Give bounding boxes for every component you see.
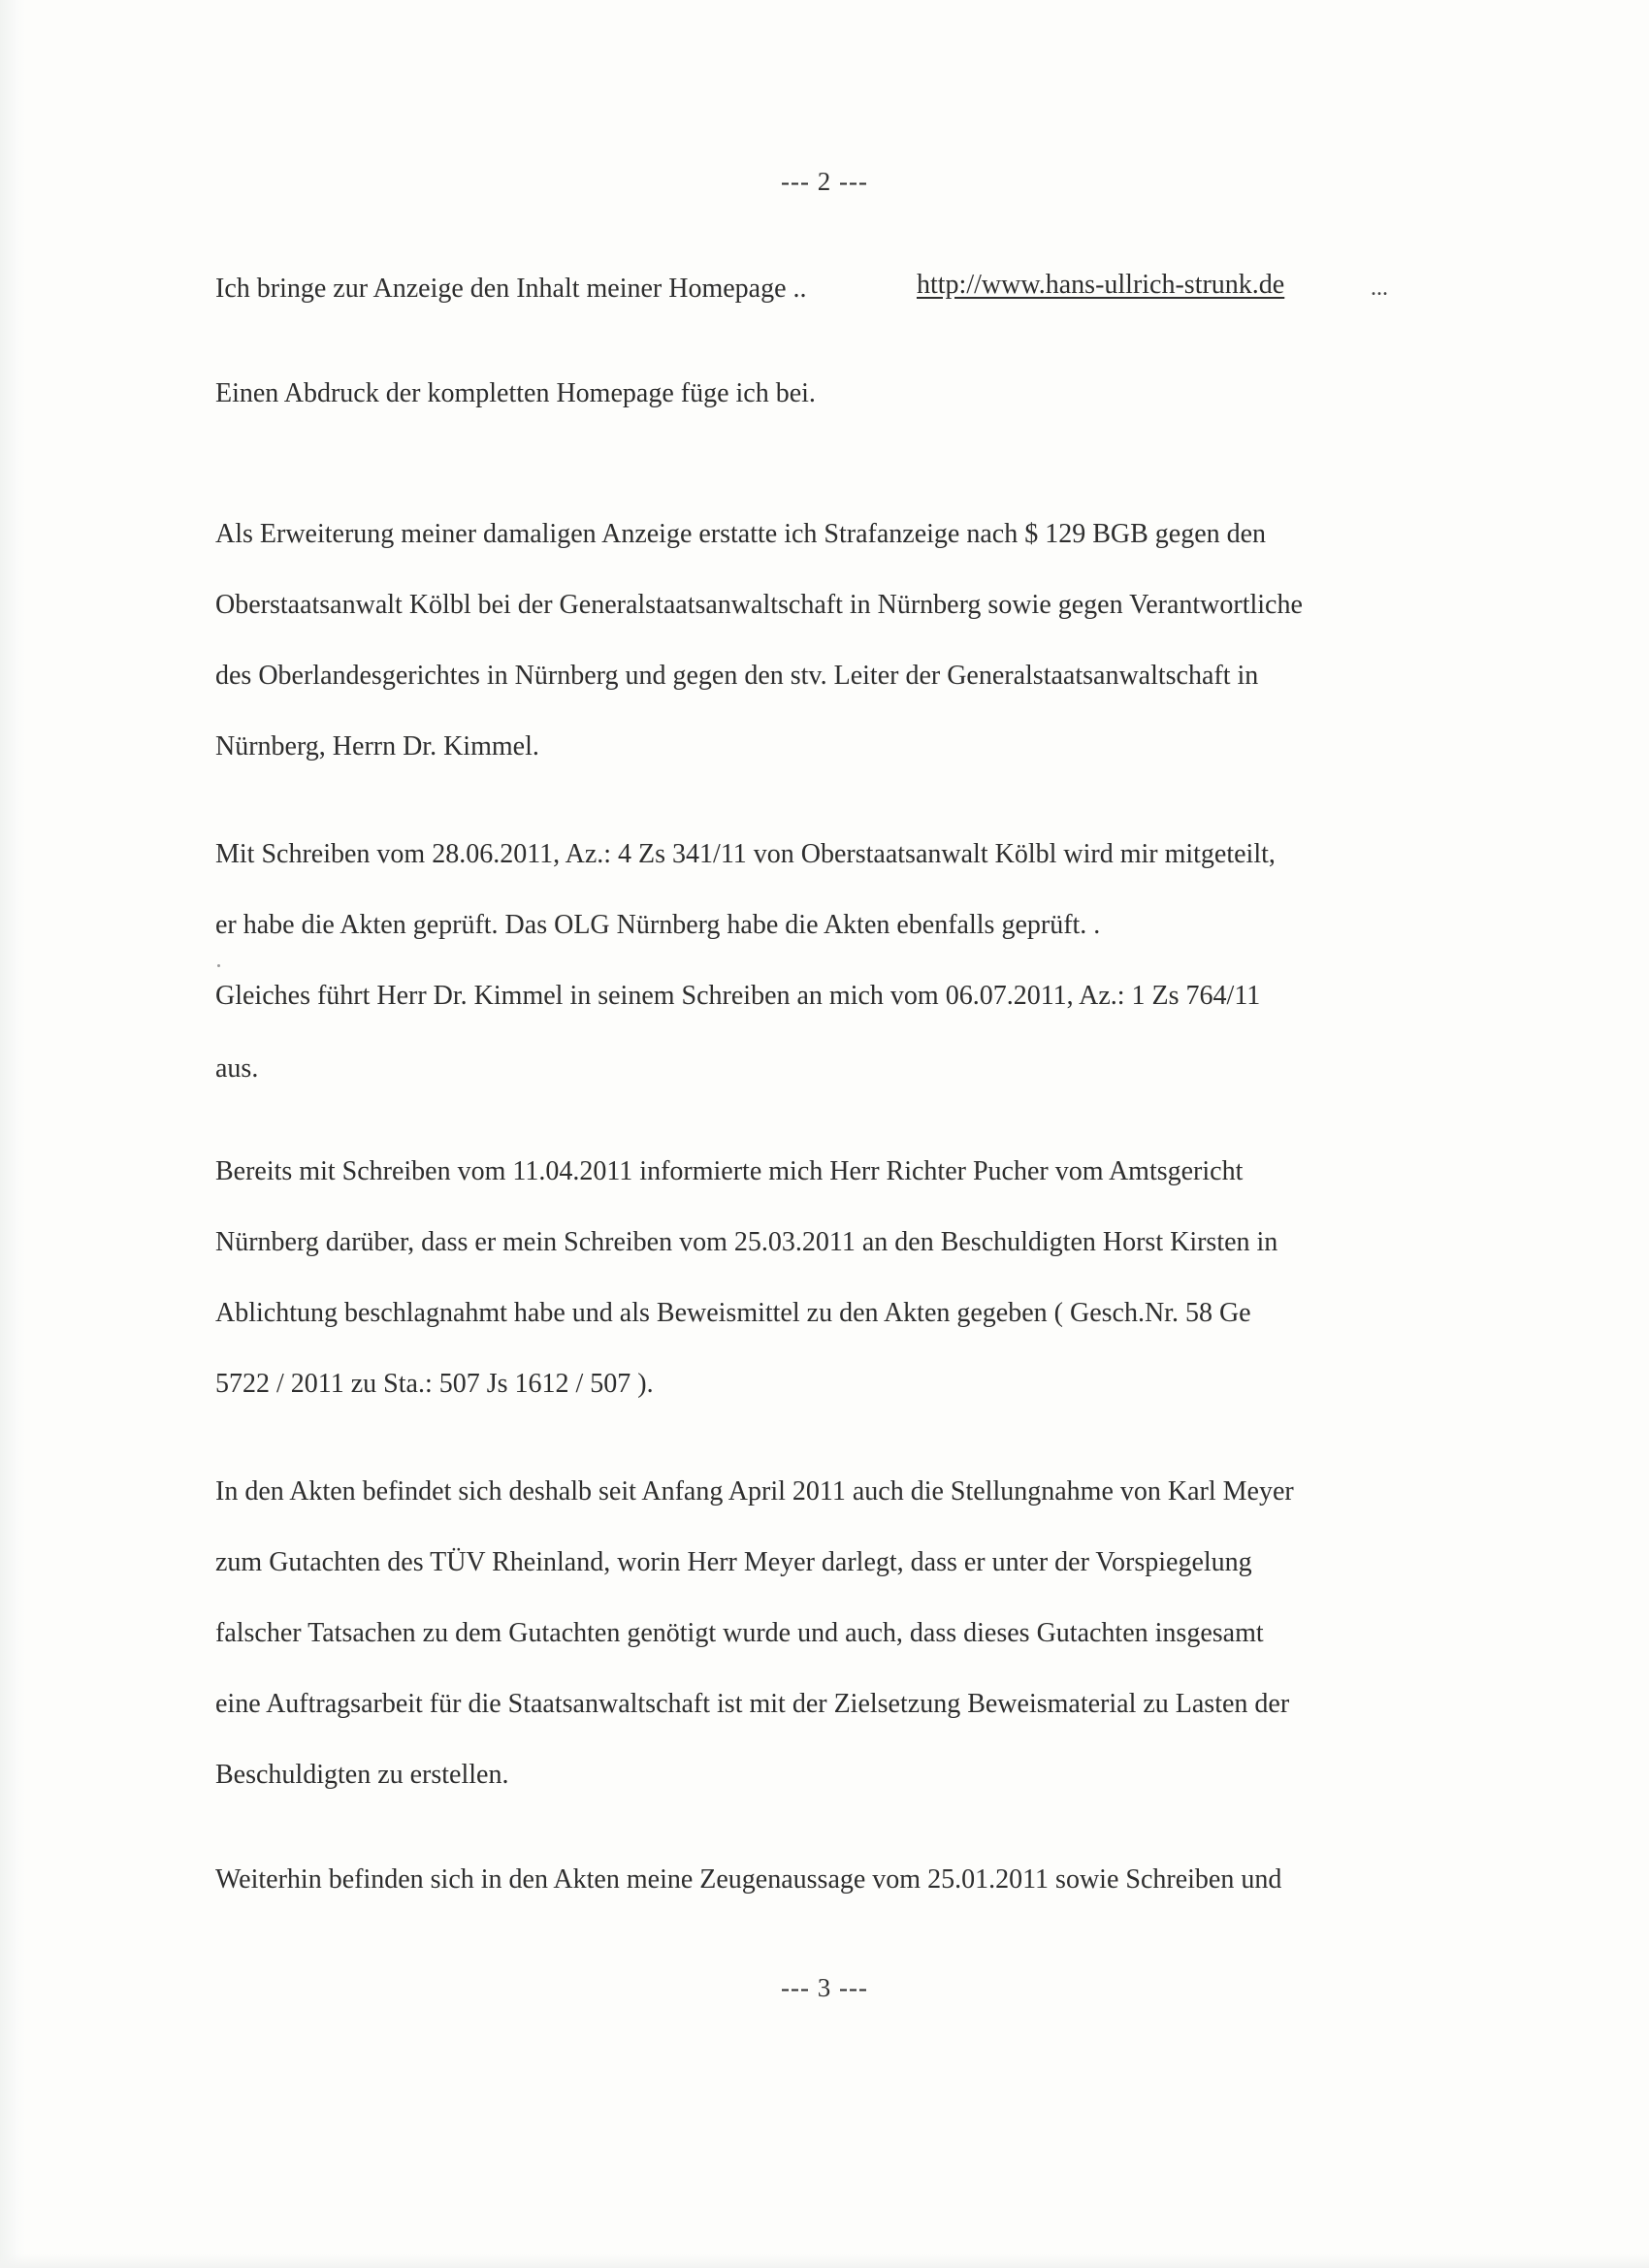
body-line: des Oberlandesgerichtes in Nürnberg und gegen den stv. Leiter der Generalstaatsanwaltschaft in bbox=[215, 661, 1259, 691]
ink-speck bbox=[217, 964, 220, 967]
body-line: Oberstaatsanwalt Kölbl bei der Generalstaatsanwaltschaft in Nürnberg sowie gegen Verantwortliche bbox=[215, 590, 1303, 620]
intro-line: Ich bringe zur Anzeige den Inhalt meiner Homepage .. bbox=[215, 274, 807, 304]
body-line: Als Erweiterung meiner damaligen Anzeige erstatte ich Strafanzeige nach $ 129 BGB gegen den bbox=[215, 519, 1267, 549]
intro-ellipsis: ... bbox=[1371, 275, 1388, 301]
body-line: Gleiches führt Herr Dr. Kimmel in seinem Schreiben an mich vom 06.07.2011, Az.: 1 Zs 764/11 bbox=[215, 981, 1261, 1011]
body-line: eine Auftragsarbeit für die Staatsanwaltschaft ist mit der Zielsetzung Beweismaterial zu Lasten der bbox=[215, 1689, 1290, 1719]
body-line: Weiterhin befinden sich in den Akten meine Zeugenaussage vom 25.01.2011 sowie Schreiben und bbox=[215, 1864, 1282, 1895]
body-line: Ablichtung beschlagnahmt habe und als Beweismittel zu den Akten gegeben ( Gesch.Nr. 58 Ge bbox=[215, 1298, 1251, 1328]
page-number-bottom: --- 3 --- bbox=[781, 1973, 868, 2002]
body-line: 5722 / 2011 zu Sta.: 507 Js 1612 / 507 ). bbox=[215, 1369, 654, 1399]
body-line: falscher Tatsachen zu dem Gutachten genötigt wurde und auch, dass dieses Gutachten insgesamt bbox=[215, 1618, 1264, 1648]
body-line: zum Gutachten des TÜV Rheinland, worin Herr Meyer darlegt, dass er unter der Vorspiegelung bbox=[215, 1547, 1252, 1577]
body-line: Mit Schreiben vom 28.06.2011, Az.: 4 Zs 341/11 von Oberstaatsanwalt Kölbl wird mir mitgeteilt, bbox=[215, 839, 1276, 869]
body-line: aus. bbox=[215, 1053, 259, 1084]
body-line: Nürnberg darüber, dass er mein Schreiben vom 25.03.2011 an den Beschuldigten Horst Kirsten in bbox=[215, 1227, 1278, 1257]
scan-edge-bottom bbox=[0, 2254, 1649, 2268]
scan-edge-left bbox=[0, 0, 25, 2268]
body-line: Einen Abdruck der kompletten Homepage füge ich bei. bbox=[215, 378, 816, 408]
body-line: er habe die Akten geprüft. Das OLG Nürnberg habe die Akten ebenfalls geprüft. . bbox=[215, 910, 1101, 940]
body-line: Beschuldigten zu erstellen. bbox=[215, 1760, 509, 1790]
homepage-link[interactable]: http://www.hans-ullrich-strunk.de bbox=[917, 270, 1285, 300]
page-number-top: --- 2 --- bbox=[781, 167, 868, 196]
body-line: In den Akten befindet sich deshalb seit Anfang April 2011 auch die Stellungnahme von Karl Meyer bbox=[215, 1476, 1294, 1507]
body-line: Bereits mit Schreiben vom 11.04.2011 informierte mich Herr Richter Pucher vom Amtsgericht bbox=[215, 1156, 1244, 1186]
body-line: Nürnberg, Herrn Dr. Kimmel. bbox=[215, 731, 539, 761]
